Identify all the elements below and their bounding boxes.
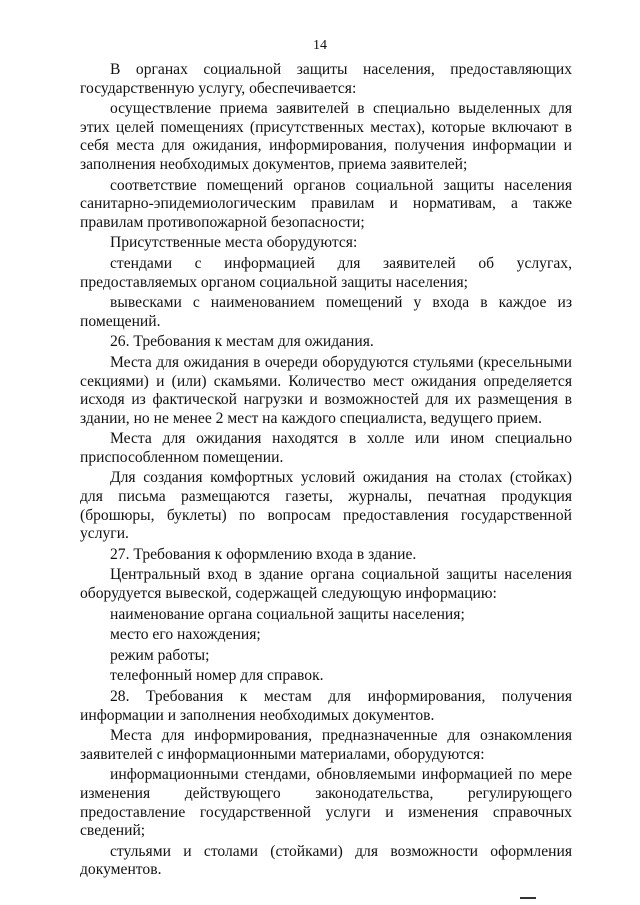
paragraph: В органах социальной защиты населения, предоставляющих государственную услугу, обеспечивается: (80, 61, 572, 97)
list-item: режим работы; (110, 646, 210, 664)
section-heading: 27. Требования к оформлению входа в здание. (110, 545, 417, 563)
paragraph: вывесками с наименованием помещений у входа в каждое из помещений. (80, 294, 572, 330)
paragraph: стендами с информацией для заявителей об услугах, предоставляемых органом социальной защиты населения; (80, 254, 572, 291)
list-item: информационными стендами, обновляемыми информацией по мере изменения действующего законодательства, регулирующего предоставление государственной услуги и изменения справочных сведений; (80, 766, 572, 840)
section-heading: 28. Требования к местам для информирования, получения информации и заполнения необходимых документов. (80, 688, 572, 724)
list-item: телефонный номер для справок. (110, 667, 324, 685)
paragraph: Центральный вход в здание органа социальной защиты населения оборудуется вывеской, содержащей следующую информацию: (80, 566, 572, 603)
paragraph: Места для ожидания в очереди оборудуются стульями (кресельными секциями) и (или) скамьями. Количество мест ожидания определяется исходя из фактической нагрузки и возможностей для их размещения в здании, но не менее 2 мест на каждого специалиста, ведущего прием. (80, 353, 572, 427)
paragraph: Места для ожидания находятся в холле или ином специально приспособленном помещении. (80, 430, 572, 466)
list-item: место его нахождения; (110, 626, 261, 644)
page-number: 14 (313, 38, 327, 53)
paragraph: Присутственные места оборудуются: (110, 234, 358, 252)
paragraph: соответствие помещений органов социальной защиты населения санитарно-эпидемиологическим правилам и нормативам, а также правилам противопожарной безопасности; (80, 176, 572, 231)
list-item: наименование органа социальной защиты населения; (110, 605, 465, 623)
scan-mark (520, 897, 536, 899)
document-body (80, 61, 572, 880)
section-heading: 26. Требования к местам для ожидания. (110, 333, 374, 351)
paragraph: Для создания комфортных условий ожидания на столах (стойках) для письма размещаются газеты, журналы, печатная продукция (брошюры, буклеты) по вопросам предоставления государственной услуги. (80, 469, 572, 543)
paragraph: Места для информирования, предназначенные для ознакомления заявителей с информационными материалами, оборудуются: (80, 727, 572, 763)
list-item: стульями и столами (стойками) для возможности оформления документов. (80, 842, 572, 879)
paragraph: осуществление приема заявителей в специально выделенных для этих целей помещениях (присутственных местах), которые включают в себя места для ожидания, информирования, получения информации и заполнения необходимых документов, приема заявителей; (80, 100, 572, 173)
